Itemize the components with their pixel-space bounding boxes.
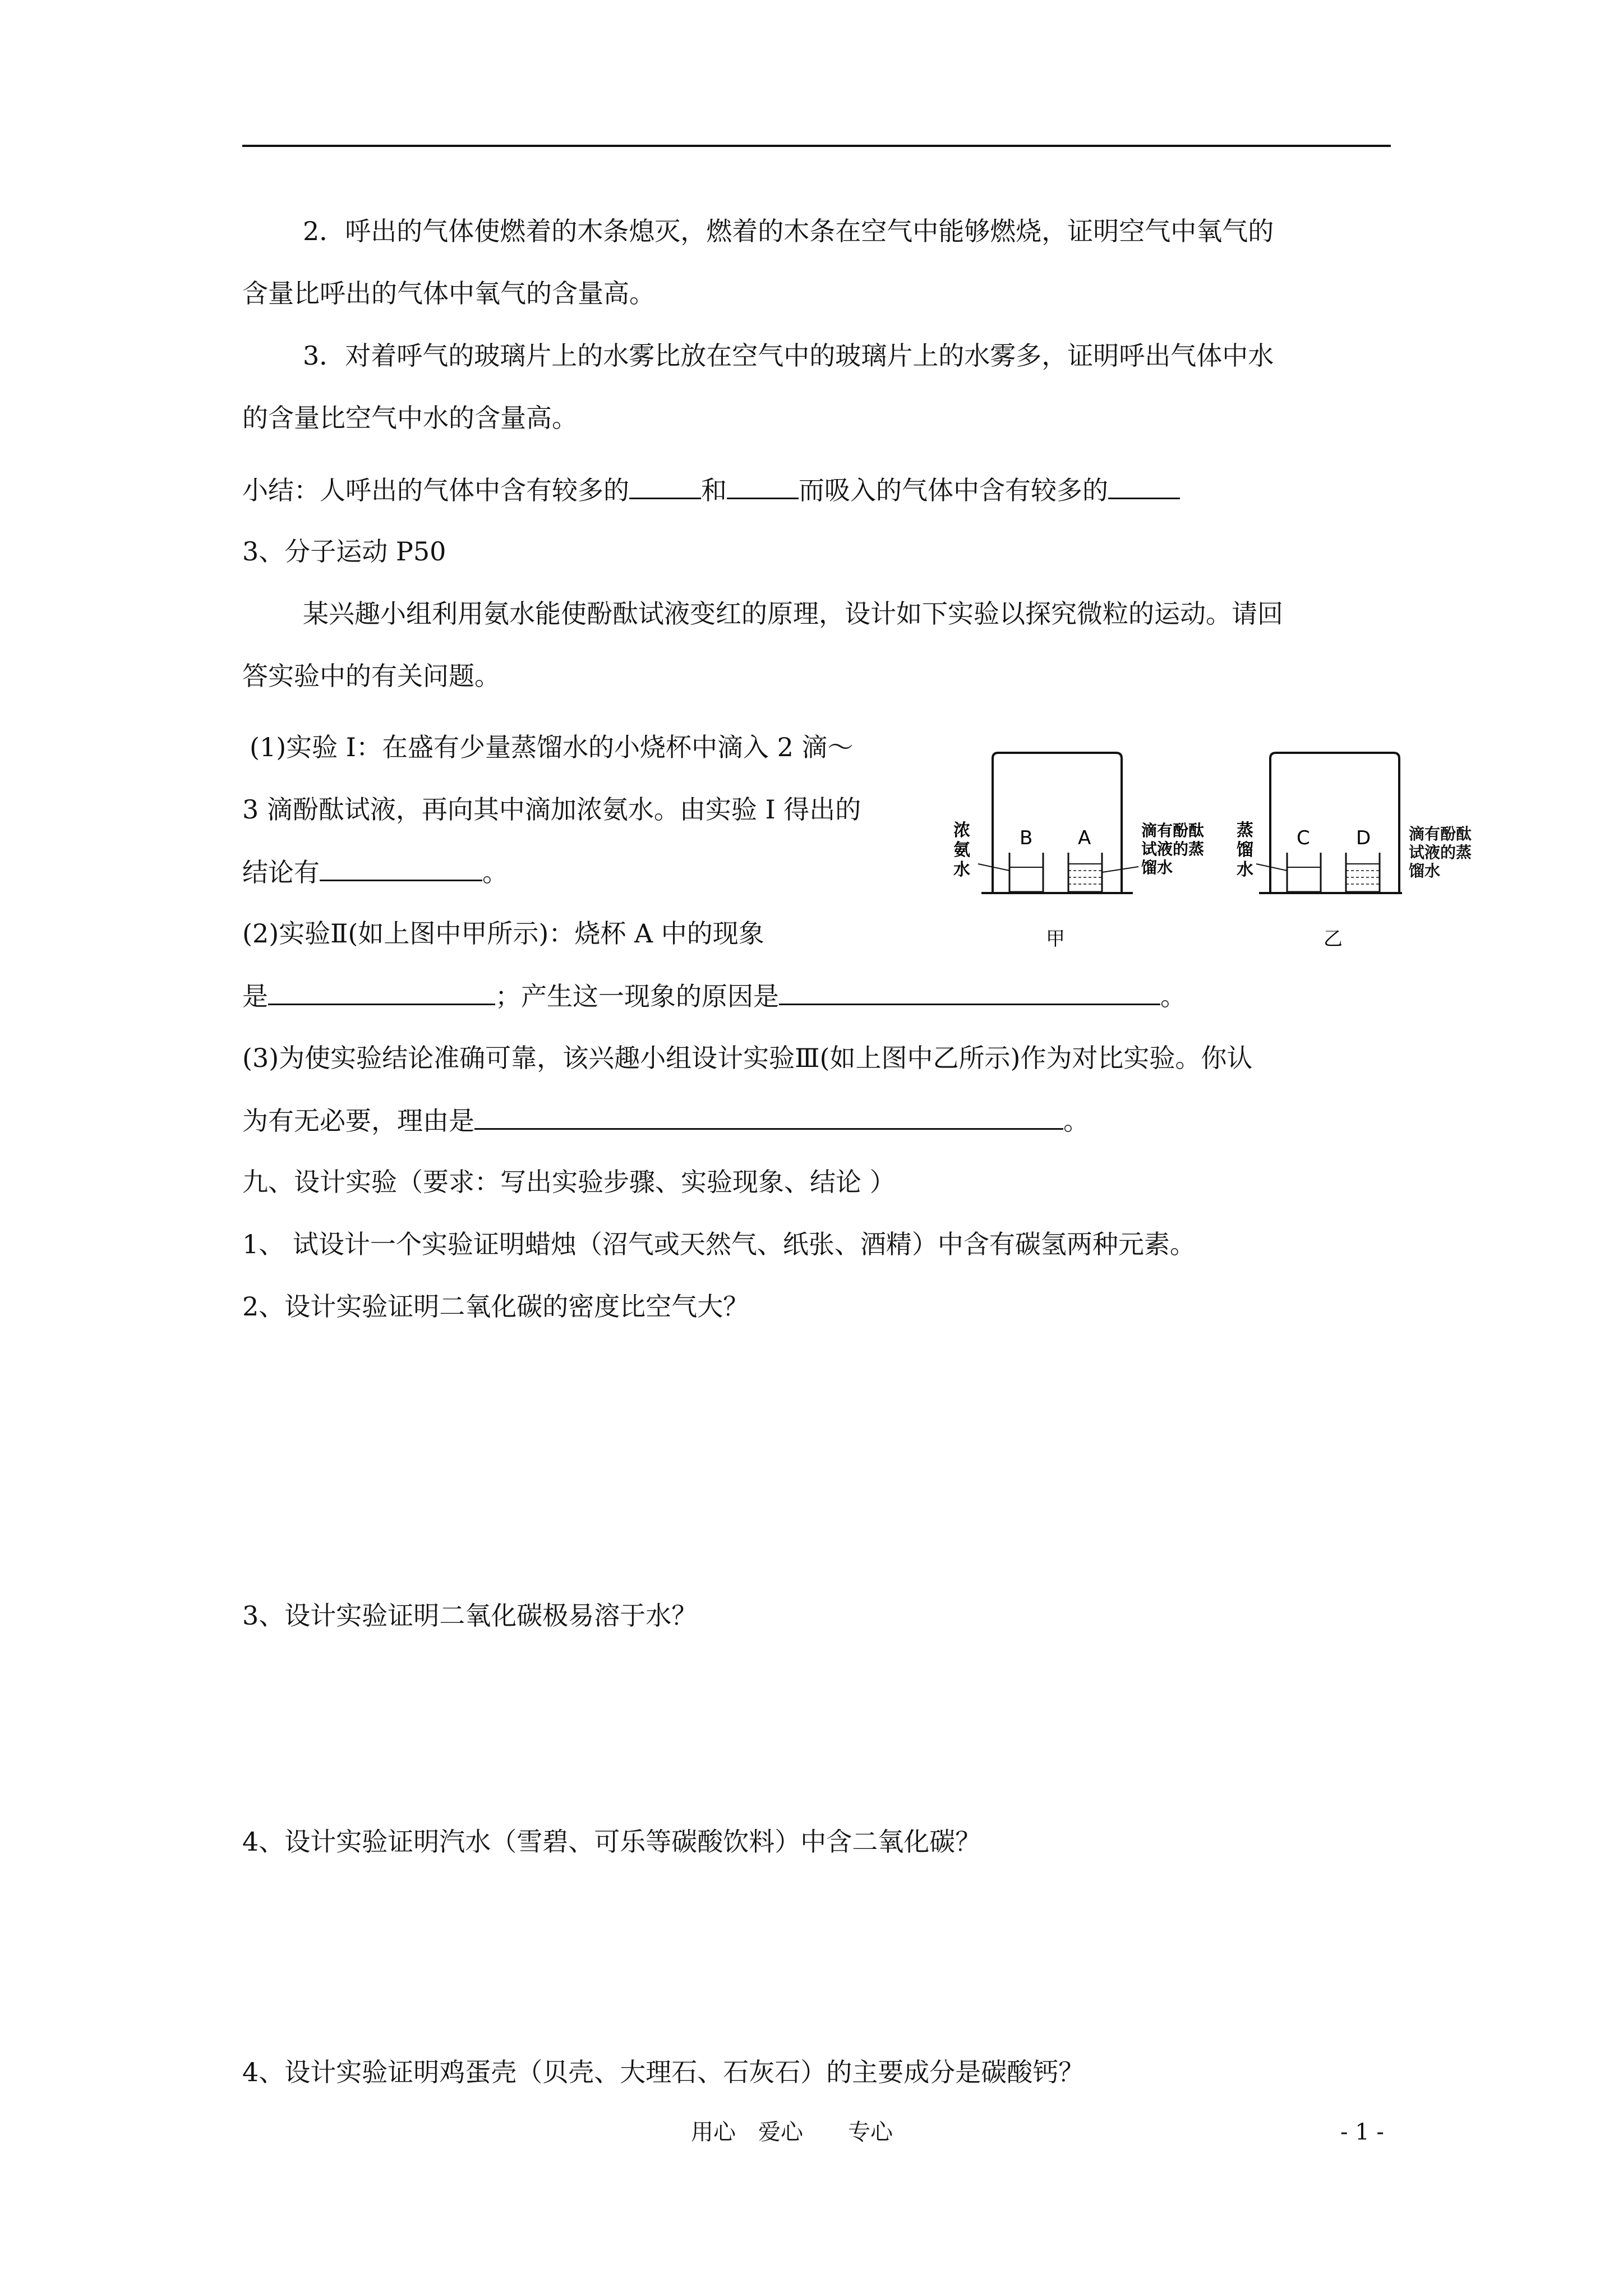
footer-page-number: - 1 - — [1340, 2119, 1384, 2145]
label-phenolphthalein-yi — [1409, 825, 1472, 880]
header-rule — [242, 145, 1391, 147]
paragraph-3-line-1: 3．对着呼气的玻璃片上的水雾比放在空气中的玻璃片上的水雾多，证明呼出气体中水 — [303, 341, 1274, 371]
design-item-4: 4、设计实验证明汽水（雪碧、可乐等碳酸饮料）中含二氧化碳？ — [242, 1826, 981, 1857]
question-3-line-1: (3)为使实验结论准确可靠，该兴趣小组设计实验Ⅲ(如上图中乙所示)作为对比实验。你认 — [242, 1043, 1253, 1073]
label-distilled-water-3: 水 — [1237, 860, 1253, 880]
question-2-reason-blank[interactable] — [779, 979, 1160, 1005]
beaker-b — [1009, 853, 1043, 892]
question-2-reason-label: ；产生这一现象的原因是 — [495, 981, 779, 1011]
question-3-end: 。 — [1063, 1106, 1089, 1136]
experiment-figure — [953, 752, 1402, 965]
question-1-answer-blank[interactable] — [320, 855, 482, 881]
leader-line-right-jia — [1102, 867, 1138, 872]
label-beaker-d: D — [1356, 827, 1371, 849]
label-phenolphthalein-yi-3: 馏水 — [1409, 862, 1441, 880]
question-3-label: 为有无必要，理由是 — [242, 1106, 474, 1136]
figure-jia — [953, 753, 1204, 950]
figure-yi — [1237, 753, 1402, 950]
paragraph-3-line-2: 的含量比空气中水的含量高。 — [242, 403, 578, 433]
label-beaker-c: C — [1297, 827, 1310, 849]
design-item-1: 1、 试设计一个实验证明蜡烛（沼气或天然气、纸张、酒精）中含有碳氢两种元素。 — [242, 1229, 1196, 1259]
label-phenolphthalein-yi-1: 滴有酚酞 — [1409, 825, 1472, 843]
question-1-line-3 — [242, 855, 508, 889]
label-phenolphthalein-jia-3: 馏水 — [1141, 858, 1173, 877]
question-2-line-2 — [242, 979, 1186, 1013]
design-item-2: 2、设计实验证明二氧化碳的密度比空气大？ — [242, 1291, 749, 1322]
label-beaker-a: A — [1078, 827, 1091, 849]
question-2-label: 是 — [242, 981, 268, 1011]
label-phenolphthalein-jia-2: 试液的蒸 — [1141, 840, 1205, 858]
summary-text-3: 而吸入的气体中含有较多的 — [799, 475, 1108, 505]
section-3-title: 3、分子运动 P50 — [242, 536, 446, 567]
section-9-title: 九、设计实验（要求：写出实验步骤、实验现象、结论 ） — [242, 1167, 896, 1197]
caption-jia: 甲 — [1046, 928, 1065, 950]
summary-blank-1[interactable] — [629, 473, 701, 499]
caption-yi: 乙 — [1324, 928, 1343, 950]
footer-motto: 用心 爱心 专心 — [691, 2119, 893, 2145]
summary-blank-3[interactable] — [1108, 473, 1180, 499]
question-1-line-2: 3 滴酚酞试液，再向其中滴加浓氨水。由实验 I 得出的 — [242, 794, 861, 825]
question-1-line-1: (1)实验 I：在盛有少量蒸馏水的小烧杯中滴入 2 滴～ — [250, 732, 854, 762]
label-distilled-water-1: 蒸 — [1237, 821, 1253, 840]
question-2-line-1: (2)实验Ⅱ(如上图中甲所示)：烧杯 A 中的现象 — [242, 918, 764, 949]
design-item-5: 4、设计实验证明鸡蛋壳（贝壳、大理石、石灰石）的主要成分是碳酸钙？ — [242, 2057, 1085, 2087]
label-distilled-water-2: 馏 — [1237, 840, 1253, 860]
design-item-3: 3、设计实验证明二氧化碳极易溶于水？ — [242, 1600, 698, 1631]
summary-blank-2[interactable] — [727, 473, 799, 499]
question-3-line-2 — [242, 1103, 1089, 1138]
paragraph-2-line-1: 2．呼出的气体使燃着的木条熄灭，燃着的木条在空气中能够燃烧，证明空气中氧气的 — [303, 216, 1274, 246]
question-2-end: 。 — [1160, 981, 1186, 1011]
leader-line-left-yi — [1256, 864, 1287, 871]
label-concentrated-ammonia-1: 浓 — [953, 821, 970, 840]
label-phenolphthalein-jia-1: 滴有酚酞 — [1141, 821, 1205, 840]
question-1-end: 。 — [482, 857, 508, 887]
question-1-label: 结论有 — [242, 857, 320, 887]
label-concentrated-ammonia-3: 水 — [953, 860, 970, 880]
section-3-intro-line-1: 某兴趣小组利用氨水能使酚酞试液变红的原理，设计如下实验以探究微粒的运动。请回 — [303, 599, 1283, 629]
summary-text-2: 和 — [701, 475, 727, 505]
summary-line — [242, 473, 1180, 507]
question-3-answer-blank[interactable] — [474, 1103, 1063, 1130]
beaker-a — [1068, 853, 1102, 892]
question-2-phenomenon-blank[interactable] — [268, 979, 495, 1005]
section-3-intro-line-2: 答实验中的有关问题。 — [242, 661, 500, 691]
beaker-d — [1346, 853, 1380, 892]
label-concentrated-ammonia-2: 氨 — [953, 840, 970, 860]
summary-text-1: 小结：人呼出的气体中含有较多的 — [242, 475, 629, 505]
label-phenolphthalein-yi-2: 试液的蒸 — [1409, 843, 1472, 862]
label-beaker-b: B — [1020, 827, 1033, 849]
beaker-c — [1287, 853, 1321, 892]
paragraph-2-line-2: 含量比呼出的气体中氧气的含量高。 — [242, 278, 655, 309]
